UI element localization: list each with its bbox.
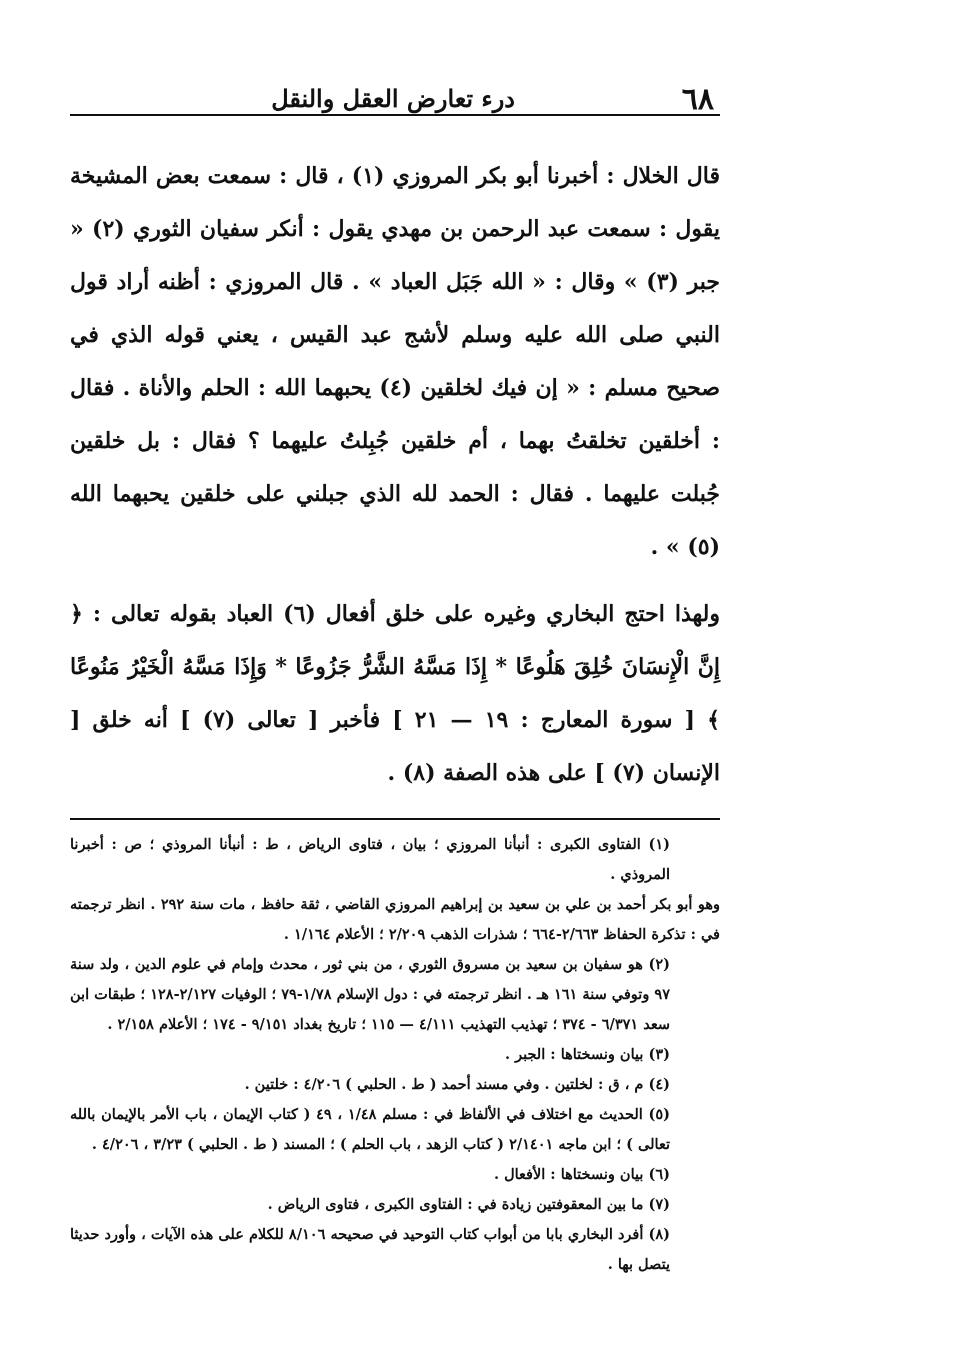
book-page (70, 70, 720, 1280)
page-header (70, 70, 720, 116)
footnote: وهو أبو بكر أحمد بن علي بن سعيد بن إبراهيم المروزي القاضي ، ثقة حافظ ، مات سنة ٢٩٢ . انظر ترجمته في : تذكرة الحفاظ ٢/٦٦٣-٦٦٤ ؛ شذرات الذهب ٢/٢٠٩ ؛ الأعلام ١/١٦٤ . (70, 896, 720, 943)
footnote: (٤) م ، ق : لخلتين . وفي مسند أحمد ( ط . الحلبي ) ٤/٢٠٦ : خلتين . (244, 1076, 670, 1093)
footnote: (٦) بيان ونسختاها : الأفعال . (493, 1166, 670, 1183)
main-text (70, 150, 720, 800)
footnote: (٨) أفرد البخاري بابا من أبواب كتاب التوحيد في صحيحه ٨/١٠٦ للكلام على هذه الآيات ، وأورد حديثا يتصل بها . (70, 1226, 671, 1273)
paragraph: قال الخلال : أخبرنا أبو بكر المروزي (١) ، قال : سمعت بعض المشيخة يقول : سمعت عبد الرحمن بن مهدي يقول : أنكر سفيان الثوري (٢) « جبر (٣) » وقال : « الله جَبَل العباد » . قال المروزي : أظنه أراد قول النبي صلى الله عليه وسلم لأشج عبد القيس ، يعني قوله الذي في صحيح مسلم : « إن فيك لخلقين (٤) يحبهما الله : الحلم والأناة . فقال : أخلقين تخلقتُ بهما ، أم خلقين جُبِلتُ عليهما ؟ فقال : بل خلقين جُبلت عليهما . فقال : الحمد لله الذي جبلني على خلقين يحبهما الله (٥) » . (70, 163, 720, 560)
footnote-divider (70, 818, 720, 820)
footnote: (٢) هو سفيان بن سعيد بن مسروق الثوري ، من بني ثور ، محدث وإمام في علوم الدين ، ولد سنة ٩٧ وتوفي سنة ١٦١ هـ . انظر ترجمته في : دول الإسلام ١/٧٨-٧٩ ؛ الوفيات ٢/١٢٧-١٢٨ ؛ طبقات ابن سعد ٦/٣٧١ - ٣٧٤ ؛ تهذيب التهذيب ٤/١١١ — ١١٥ ؛ تاريخ بغداد ٩/١٥١ - ١٧٤ ؛ الأعلام ٢/١٥٨ . (70, 956, 670, 1033)
footnote: (٣) بيان ونسختاها : الجبر . (504, 1046, 670, 1063)
footnote: (٥) الحديث مع اختلاف في الألفاظ في : مسلم ١/٤٨ ، ٤٩ ( كتاب الإيمان ، باب الأمر بالإيمان بالله تعالى ) ؛ ابن ماجه ٢/١٤٠١ ( كتاب الزهد ، باب الحلم ) ؛ المسند ( ط . الحلبي ) ٣/٢٣ ، ٤/٢٠٦ . (70, 1106, 670, 1153)
footnote: (١) الفتاوى الكبرى : أنبأنا المروزي ؛ بيان ، فتاوى الرياض ، ط : أنبأنا المروذي ؛ ص : أخبرنا المروذي . (70, 836, 670, 883)
footnote: (٧) ما بين المعقوفتين زيادة في : الفتاوى الكبرى ، فتاوى الرياض . (267, 1196, 670, 1213)
page-number: ٦٨ (681, 82, 714, 117)
footnotes (70, 830, 720, 1280)
paragraph: ولهذا احتج البخاري وغيره على خلق أفعال (٦) العباد بقوله تعالى : ﴿ إِنَّ الْإِنسَانَ خُلِقَ هَلُوعًا * إِذَا مَسَّهُ الشَّرُّ جَزُوعًا * وَإِذَا مَسَّهُ الْخَيْرُ مَنُوعًا ﴾ [ سورة المعارج : ١٩ — ٢١ ] فأخبر [ تعالى (٧) ] أنه خلق [ الإنسان (٧) ] على هذه الصفة (٨) . (70, 601, 721, 786)
running-title: درء تعارض العقل والنقل (271, 84, 515, 113)
